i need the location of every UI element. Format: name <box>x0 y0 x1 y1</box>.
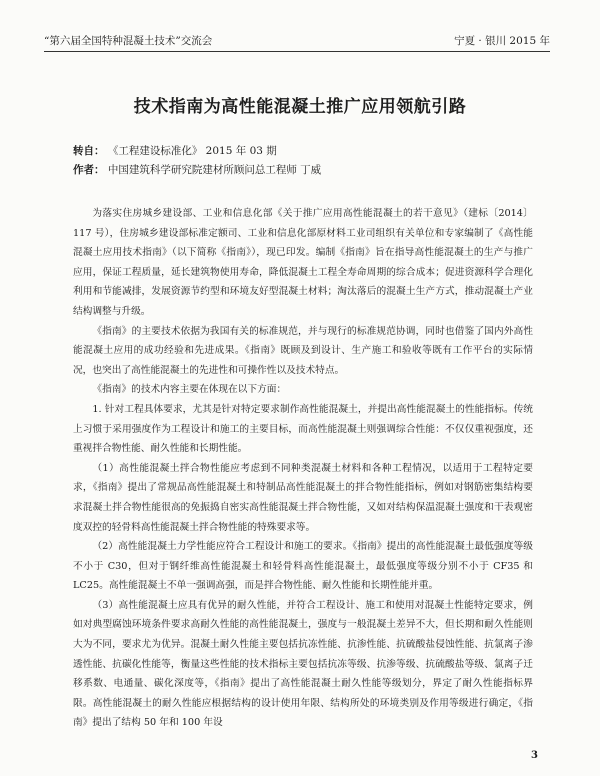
header-location-year: 宁夏 · 银川 2015 年 <box>454 35 550 47</box>
paragraph: 1. 针对工程具体要求，尤其是针对特定要求制作高性能混凝土，并提出高性能混凝土的性能指标。传统上习惯于采用强度作为工程设计和施工的主要目标，而高性能混凝土则强调综合性能：不仅仅重视强度，还重视拌合物性能、耐久性能和长期性能。 <box>73 403 533 455</box>
author-value: 中国建筑科学研究院建材所顾问总工程师 丁威 <box>107 164 322 176</box>
paragraph: （1）高性能混凝土拌合物性能应考虑到不同种类混凝土材料和各种工程情况，以适用于工程特定要求，《指南》提出了常规品高性能混凝土和特制品高性能混凝土的拌合物性能指标，例如对钢筋密集结构要求混凝土拌合物性能很高的免振捣自密实高性能混凝土拌合物性能，又如对结构保温混凝土强度和干表观密度双控的轻骨料高性能混凝土拌合物性能的特殊要求等。 <box>73 462 533 533</box>
article-title: 技术指南为高性能混凝土推广应用领航引路 <box>133 97 467 117</box>
paragraph: （2）高性能混凝土力学性能应符合工程设计和施工的要求。《指南》提出的高性能混凝土最低强度等级不小于 C30，但对于钢纤维高性能混凝土和轻骨料高性能混凝土，最低强度等级分别不小于 CF35 和 LC25。高性能混凝土不单一强调高强，而是拌合物性能、耐久性能和长期性能并重。 <box>73 541 533 592</box>
author-line <box>73 161 321 180</box>
paragraph: 为落实住房城乡建设部、工业和信息化部《关于推广应用高性能混凝土的若干意见》（建标〔2014〕117 号），住房城乡建设部标准定额司、工业和信息化部原材料工业司组织有关单位和专家编制了《高性能混凝土应用技术指南》（以下简称《指南》），现已印发。编制《指南》旨在指导高性能混凝土的生产与推广应用，保证工程质量，延长建筑物使用寿命，降低混凝土工程全寿命周期的综合成本；促进资源科学合理化利用和节能减排，发展资源节约型和环境友好型混凝土材料；淘汰落后的混凝土生产方式，推动混凝土产业结构调整与升级。 <box>73 208 533 317</box>
author-label: 作者： <box>73 164 105 176</box>
article-meta <box>73 142 321 180</box>
source-value: 《工程建设标准化》 2015 年 03 期 <box>107 145 277 157</box>
paragraph: 《指南》的主要技术依据为我国有关的标准规范，并与现行的标准规范协调，同时也借鉴了国内外高性能混凝土应用的成功经验和先进成果。《指南》既顾及到设计、生产施工和验收等既有工作平台的实际情况，也突出了高性能混凝土的先进性和可操作性以及技术特点。 <box>73 325 533 376</box>
page-number: 3 <box>531 750 538 761</box>
header-conference-name: “第六届全国特种混凝土技术”交流会 <box>44 35 213 47</box>
paragraph: （3）高性能混凝土应具有优异的耐久性能，并符合工程设计、施工和使用对混凝土性能特定要求，例如对典型腐蚀环境条件要求高耐久性能的高性能混凝土，强度与一般混凝土差异不大，但长期和耐久性能则大为不同，要求尤为优异。混凝土耐久性能主要包括抗冻性能、抗渗性能、抗硫酸盐侵蚀性能、抗氯离子渗透性能、抗碳化性能等，衡量这些性能的技术指标主要包括抗冻等级、抗渗等级、抗硫酸盐等级、氯离子迁移系数、电通量、碳化深度等，《指南》提出了高性能混凝土耐久性能等级划分，界定了耐久性能指标界限。高性能混凝土的耐久性能应根据结构的设计使用年限、结构所处的环境类别及作用等级进行确定，《指南》提出了结构 50 年和 100 年设 <box>73 599 533 729</box>
source-line <box>73 142 321 161</box>
running-header <box>44 28 550 52</box>
source-label: 转自： <box>73 145 105 157</box>
article-body <box>73 204 533 733</box>
paragraph: 《指南》的技术内容主要在体现在以下方面： <box>92 384 287 396</box>
